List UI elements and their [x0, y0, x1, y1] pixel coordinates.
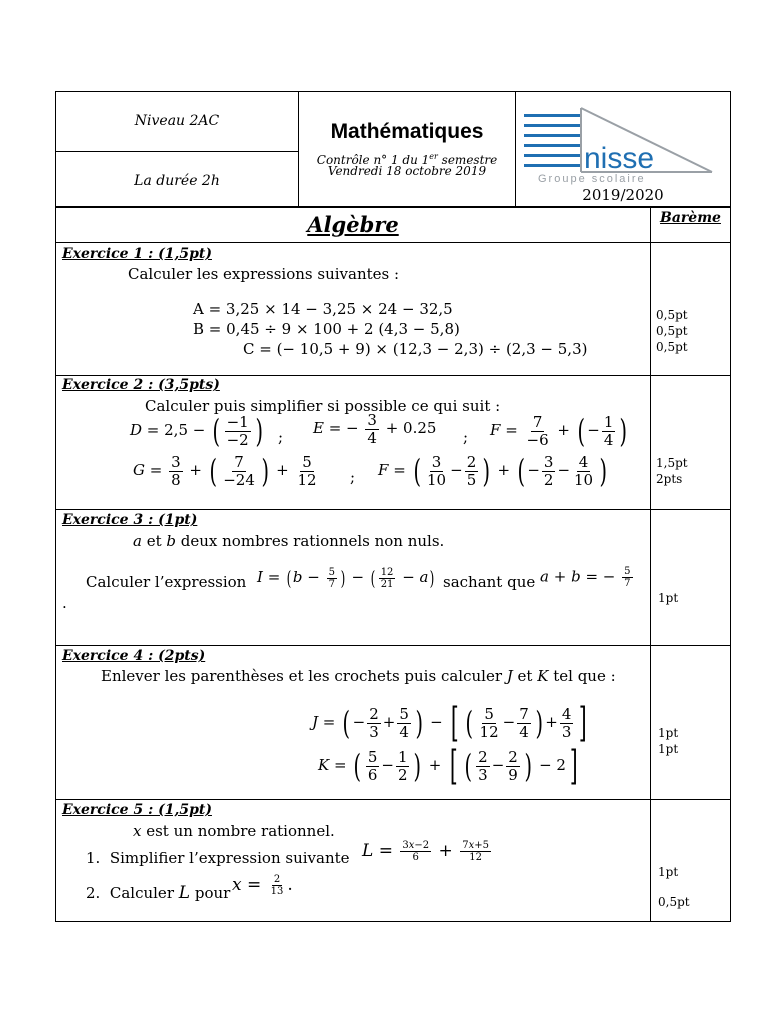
control-label: Contrôle n° 1 du 1er semestre	[316, 152, 498, 167]
expression-f: F = $\frac{7}{-6}$ + ( − $\frac{1}{4}$ )	[490, 412, 628, 450]
expression-g: G = $\frac{3}{8}$ + ( $\frac{7}{-24}$ ) + $\frac{5}{12}$	[133, 452, 317, 490]
exercise-1-points: 0,5pt 0,5pt 0,5pt	[656, 308, 688, 354]
table-border-top	[55, 91, 731, 92]
separator: ;	[463, 428, 469, 446]
level-label: Niveau 2AC	[134, 113, 220, 129]
exercise-5-item-1: 1. Simplifier l’expression suivante	[86, 849, 350, 867]
row-line-1	[55, 375, 731, 376]
separator: ;	[350, 468, 356, 486]
exercise-3-points: 1pt	[658, 591, 679, 605]
expression-f2: F = ( $\frac{3}{10}$ − $\frac{2}{5}$ ) + ( − $\frac{3}{2}$ − $\frac{4}{10}$ )	[378, 452, 608, 490]
duration-label: La durée 2h	[134, 173, 220, 189]
expression-k: K = ( $\frac{5}{6}$ − $\frac{1}{2}$ ) + [ ( $\frac{2}{3}$ − $\frac{2}{9}$ ) − 2]	[318, 743, 578, 789]
exercise-5-title: Exercice 5 : (1,5pt)	[62, 802, 212, 818]
exercise-2-points: 1,5pt 2pts	[656, 456, 688, 486]
exercise-3-given-text: sachant que	[443, 573, 536, 591]
header-left-divider	[55, 151, 298, 152]
exercise-5-statement: x est un nombre rationnel.	[133, 822, 335, 840]
bareme-header: Barème	[660, 210, 721, 226]
logo-graphic	[524, 104, 720, 186]
table-border-bottom	[55, 921, 731, 922]
exercise-3-title: Exercice 3 : (1pt)	[62, 512, 198, 528]
exercise-3-calc-text: Calculer l’expression	[86, 573, 247, 591]
school-logo	[524, 104, 720, 186]
bareme-column-divider	[650, 207, 651, 921]
exam-date: Vendredi 18 octobre 2019	[327, 164, 487, 178]
section-row-line	[55, 242, 731, 243]
table-border-right	[730, 91, 731, 922]
row-line-4	[55, 799, 731, 800]
exercise-2-instruction: Calculer puis simplifier si possible ce qui suit :	[145, 397, 501, 415]
row-line-3	[55, 645, 731, 646]
x-value: x = $\frac{2}{13}$ .	[232, 874, 293, 897]
expression-d: D = 2,5 − ( $\frac{-1}{-2}$ )	[130, 412, 263, 450]
exercise-1-title: Exercice 1 : (1,5pt)	[62, 246, 212, 262]
expression-j: J = ( − $\frac{2}{3}$ + $\frac{5}{4}$ ) − [ ( $\frac{5}{12}$ − $\frac{7}{4}$ ) + $\frac{4}{3}$ ]	[312, 700, 588, 746]
expression-l: L = $\frac{3x-2}{6}$ + $\frac{7x+5}{12}$	[362, 840, 489, 863]
expression-e: E = − $\frac{3}{4}$ + 0.25	[313, 411, 437, 447]
exercise-1-instruction: Calculer les expressions suivantes :	[128, 265, 400, 283]
separator: ;	[278, 428, 284, 446]
exercise-5-item-2: 2. Calculer L pour	[86, 883, 231, 903]
svg-text:nisse: nisse	[584, 142, 655, 175]
expression-c: C = (− 10,5 + 9) × (12,3 − 2,3) ÷ (2,3 − 5,3)	[243, 340, 588, 358]
exercise-4-title: Exercice 4 : (2pts)	[62, 648, 206, 664]
given-condition: a + b = − $\frac{5}{7}$	[540, 566, 631, 589]
exercise-4-points: 1pt 1pt	[658, 726, 679, 756]
school-year: 2019/2020	[582, 186, 664, 204]
exercise-4-instruction: Enlever les parenthèses et les crochets puis calculer J et K tel que :	[101, 667, 616, 685]
exercise-3-statement: a et b deux nombres rationnels non nuls.	[133, 532, 445, 550]
row-line-2	[55, 509, 731, 510]
svg-text:Groupe scolaire: Groupe scolaire	[538, 173, 646, 185]
subject-title: Mathématiques	[330, 120, 484, 143]
exercise-2-title: Exercice 2 : (3,5pts)	[62, 377, 220, 393]
section-title: Algèbre	[307, 212, 399, 237]
header-bottom-line	[55, 206, 731, 208]
expression-a: A = 3,25 × 14 − 3,25 × 24 − 32,5	[193, 300, 453, 318]
exercise-5-points: 1pt 0,5pt	[658, 865, 690, 909]
exercise-3-dot: .	[62, 594, 67, 612]
expression-i: I = ( b − $\frac{5}{7}$ ) − ( $\frac{12}{21}$ − a)	[257, 566, 435, 590]
expression-b: B = 0,45 ÷ 9 × 100 + 2 (4,3 − 5,8)	[193, 320, 460, 338]
